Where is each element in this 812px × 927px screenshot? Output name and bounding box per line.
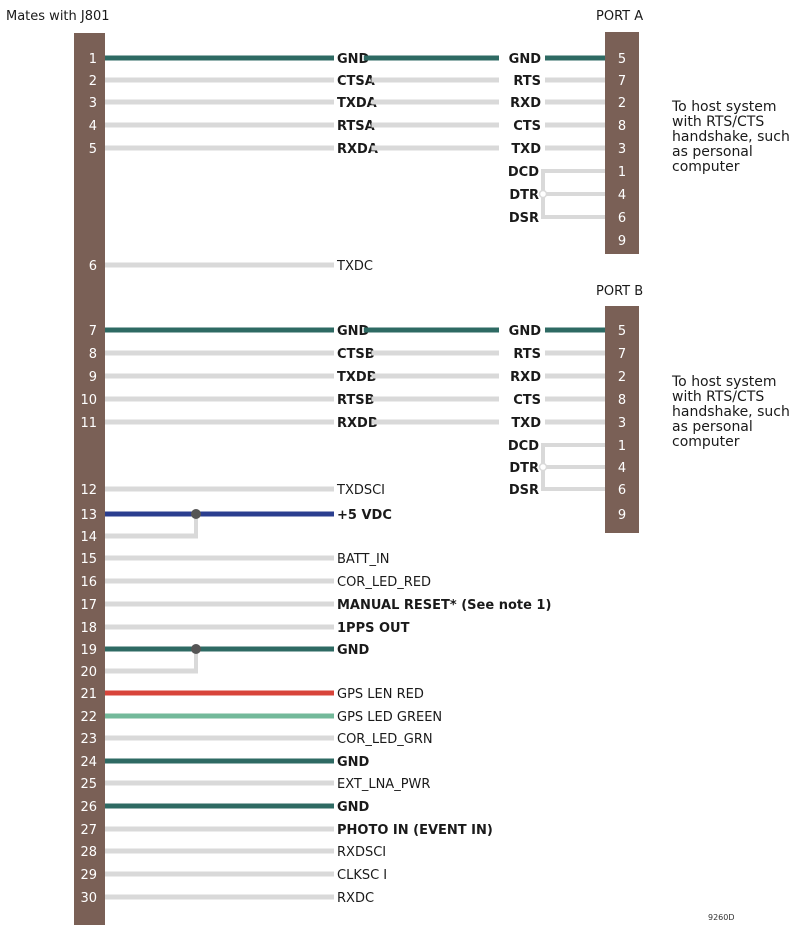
- j801-pin-number: 4: [88, 119, 97, 134]
- signal-label: CTSA: [337, 74, 375, 89]
- j801-pin-number: 27: [80, 823, 97, 838]
- port-pin-number: 7: [617, 347, 627, 362]
- j801-pin-number: 14: [80, 530, 97, 545]
- signal-label: RXDSCI: [337, 845, 387, 860]
- port-signal-label: RTS: [513, 347, 541, 362]
- loopback-label: DSR: [508, 211, 539, 226]
- j801-pin-number: 30: [80, 891, 97, 906]
- signal-label: MANUAL RESET* (See note 1): [337, 598, 552, 613]
- port-a-note-line: as personal: [672, 144, 753, 160]
- j801-pin-number: 1: [88, 52, 97, 67]
- port-a-note-line: handshake, such: [672, 129, 790, 145]
- signal-label: GND: [337, 755, 370, 770]
- port-signal-label: CTS: [513, 119, 541, 134]
- loopback-junction-dot: [540, 191, 547, 198]
- port-signal-label: GND: [508, 52, 541, 67]
- signal-label: RXDC: [337, 891, 375, 906]
- port-pin-number: 5: [617, 324, 627, 339]
- port-pin-number: 3: [617, 416, 627, 431]
- port-signal-label: TXD: [511, 142, 541, 157]
- port-a-note-line: To host system: [672, 99, 777, 115]
- loopback-label: DCD: [507, 439, 539, 454]
- j801-pin-number: 25: [80, 777, 97, 792]
- port-pin-number: 4: [617, 188, 627, 203]
- signal-label: GND: [337, 324, 370, 339]
- signal-label: GPS LED GREEN: [337, 710, 443, 725]
- port-a-note-line: with RTS/CTS: [672, 114, 765, 130]
- port-pin-number: 6: [617, 211, 627, 226]
- signal-label: CLKSC I: [337, 868, 388, 883]
- jumper-junction-dot: [191, 644, 201, 654]
- j801-pin-number: 10: [80, 393, 97, 408]
- j801-pin-number: 29: [80, 868, 97, 883]
- port-signal-label: RXD: [510, 96, 541, 111]
- j801-pin-number: 20: [80, 665, 97, 680]
- signal-label: EXT_LNA_PWR: [337, 777, 431, 792]
- header-mates-with-j801: Mates with J801: [6, 9, 110, 24]
- signal-label: TXDA: [337, 96, 377, 111]
- port-b-note-line: To host system: [672, 374, 777, 390]
- port-pin-number: 8: [617, 393, 627, 408]
- port-signal-label: CTS: [513, 393, 541, 408]
- j801-pin-number: 13: [80, 508, 97, 523]
- j801-pin-number: 2: [88, 74, 97, 89]
- port-b-note: [672, 375, 790, 450]
- port-pin-number: 9: [617, 234, 627, 249]
- port-b-title: PORT B: [596, 284, 644, 299]
- port-pin-number: 7: [617, 74, 627, 89]
- loopback-label: DSR: [508, 483, 539, 498]
- loopback-label: DCD: [507, 165, 539, 180]
- port-pin-number: 2: [617, 96, 627, 111]
- signal-label: RXDB: [337, 416, 378, 431]
- signal-label: TXDSCI: [337, 483, 386, 498]
- jumper-junction-dot: [191, 509, 201, 519]
- signal-label: +5 VDC: [337, 508, 392, 523]
- j801-pin-number: 21: [80, 687, 97, 702]
- signal-label: COR_LED_GRN: [337, 732, 433, 747]
- port-pin-number: 6: [617, 483, 627, 498]
- port-pin-number: 2: [617, 370, 627, 385]
- port-pin-number: 1: [617, 165, 627, 180]
- signal-label: CTSB: [337, 347, 375, 362]
- signal-label: RXDA: [337, 142, 378, 157]
- loopback-label: DTR: [509, 188, 539, 203]
- j801-pin-number: 9: [88, 370, 97, 385]
- port-signal-label: TXD: [511, 416, 541, 431]
- signal-label: GPS LEN RED: [337, 687, 424, 702]
- j801-pin-number: 24: [80, 755, 97, 770]
- j801-pin-number: 6: [88, 259, 97, 274]
- port-pin-number: 5: [617, 52, 627, 67]
- port-pin-number: 8: [617, 119, 627, 134]
- port-a-title: PORT A: [596, 9, 644, 24]
- port-pin-number: 4: [617, 461, 627, 476]
- j801-pin-number: 8: [88, 347, 97, 362]
- signal-label: RTSA: [337, 119, 375, 134]
- port-pin-number: 1: [617, 439, 627, 454]
- loopback-label: DTR: [509, 461, 539, 476]
- port-b-note-line: with RTS/CTS: [672, 389, 765, 405]
- signal-label: PHOTO IN (EVENT IN): [337, 823, 493, 838]
- j801-pin-number: 19: [80, 643, 97, 658]
- port-b-note-line: as personal: [672, 419, 753, 435]
- j801-pin-number: 11: [80, 416, 97, 431]
- j801-pin-number: 26: [80, 800, 97, 815]
- port-a-note-line: computer: [672, 159, 740, 175]
- j801-pin-number: 16: [80, 575, 97, 590]
- j801-pin-number: 18: [80, 621, 97, 636]
- signal-label: COR_LED_RED: [337, 575, 432, 590]
- signal-label: GND: [337, 800, 370, 815]
- j801-pin-number: 3: [88, 96, 97, 111]
- signal-label: GND: [337, 52, 370, 67]
- j801-pin-number: 5: [88, 142, 97, 157]
- j801-pin-number: 15: [80, 552, 97, 567]
- figure-code: 9260D: [708, 913, 735, 922]
- signal-label: TXDC: [337, 259, 373, 274]
- signal-label: GND: [337, 643, 370, 658]
- j801-pin-number: 28: [80, 845, 97, 860]
- j801-pin-number: 7: [88, 324, 97, 339]
- port-signal-label: RXD: [510, 370, 541, 385]
- j801-pin-number: 17: [80, 598, 97, 613]
- signal-label: RTSB: [337, 393, 375, 408]
- signal-label: TXDB: [337, 370, 377, 385]
- signal-label: 1PPS OUT: [337, 621, 410, 636]
- port-signal-label: RTS: [513, 74, 541, 89]
- j801-pin-number: 12: [80, 483, 97, 498]
- j801-pin-number: 22: [80, 710, 97, 725]
- port-a-note: [672, 100, 790, 175]
- j801-pin-number: 23: [80, 732, 97, 747]
- signal-label: BATT_IN: [337, 552, 390, 567]
- port-pin-number: 9: [617, 508, 627, 523]
- loopback-junction-dot: [540, 464, 547, 471]
- port-signal-label: GND: [508, 324, 541, 339]
- port-b-note-line: handshake, such: [672, 404, 790, 420]
- port-b-note-line: computer: [672, 434, 740, 450]
- port-pin-number: 3: [617, 142, 627, 157]
